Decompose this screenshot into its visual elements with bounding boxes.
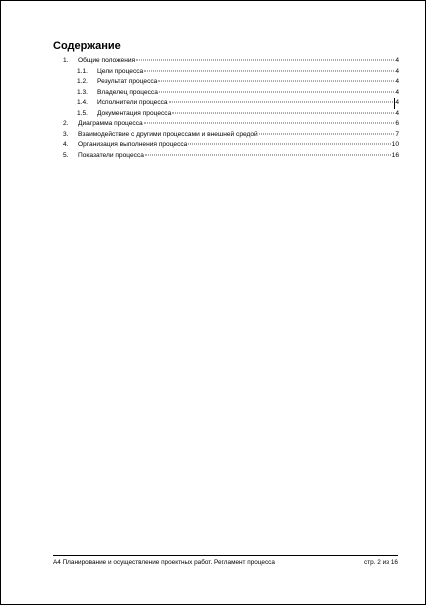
toc-entry-text: Диаграмма процесса — [78, 120, 143, 127]
toc-entry-text: Показатели процесса — [78, 151, 144, 159]
toc-entry-page: 4 — [395, 109, 399, 117]
toc-entry[interactable] — [63, 88, 399, 99]
footer-page-number: стр. 2 из 16 — [364, 559, 398, 566]
toc-entry-text: Владелец процесса — [97, 88, 158, 96]
toc-entry-number: 1.3. — [77, 88, 88, 96]
table-of-contents — [63, 56, 399, 161]
toc-entry-number: 1.4. — [77, 99, 88, 106]
toc-entry-page: 10 — [391, 141, 399, 148]
toc-entry-page: 4 — [394, 98, 399, 109]
toc-entry[interactable] — [63, 77, 399, 88]
toc-entry-page: 16 — [391, 151, 399, 159]
toc-leader-dots — [145, 154, 391, 155]
toc-entry-text: Общие положения — [78, 57, 136, 64]
toc-entry-number: 2. — [63, 120, 69, 127]
toc-leader-dots — [144, 70, 394, 71]
toc-entry[interactable] — [63, 140, 399, 151]
toc-entry-page: 4 — [395, 67, 399, 75]
page-footer — [53, 555, 398, 566]
toc-entry-text: Исполнители процесса — [97, 99, 168, 106]
toc-leader-dots — [136, 60, 394, 61]
toc-entry-number: 1.5. — [77, 109, 88, 117]
footer-document-title: А4 Планирование и осуществление проектных работ. Регламент процесса — [53, 559, 275, 566]
toc-entry[interactable] — [63, 130, 399, 141]
toc-leader-dots — [159, 91, 394, 92]
toc-entry-page: 4 — [395, 78, 399, 85]
toc-entry-number: 3. — [63, 130, 69, 138]
toc-entry-page: 4 — [395, 88, 399, 96]
toc-entry[interactable] — [63, 56, 399, 67]
toc-entry-number: 1.1. — [77, 67, 88, 75]
toc-entry[interactable] — [63, 67, 399, 78]
toc-title: Содержание — [53, 40, 121, 52]
toc-entry-number: 1.2. — [77, 78, 88, 85]
toc-leader-dots — [169, 102, 394, 103]
toc-leader-dots — [158, 81, 394, 82]
toc-leader-dots — [188, 144, 390, 145]
toc-entry-page: 7 — [395, 130, 399, 138]
toc-entry[interactable] — [63, 98, 399, 109]
toc-entry-number: 4. — [63, 141, 69, 148]
toc-leader-dots — [259, 133, 395, 134]
toc-entry[interactable] — [63, 151, 399, 162]
toc-entry-text: Документация процесса — [97, 109, 172, 117]
toc-entry-page: 6 — [395, 120, 399, 127]
toc-entry-number: 5. — [63, 151, 69, 159]
toc-entry-page: 4 — [395, 57, 399, 64]
toc-entry-number: 1. — [63, 57, 69, 64]
toc-entry-text: Организация выполнения процесса — [78, 141, 188, 148]
toc-entry[interactable] — [63, 119, 399, 130]
toc-entry-text: Взаимодействие с другими процессами и внешней средой — [78, 130, 258, 138]
toc-entry[interactable] — [63, 109, 399, 120]
toc-entry-text: Цели процесса — [97, 67, 144, 75]
toc-entry-text: Результат процесса — [97, 78, 158, 85]
toc-leader-dots — [172, 112, 394, 113]
toc-leader-dots — [144, 123, 395, 124]
